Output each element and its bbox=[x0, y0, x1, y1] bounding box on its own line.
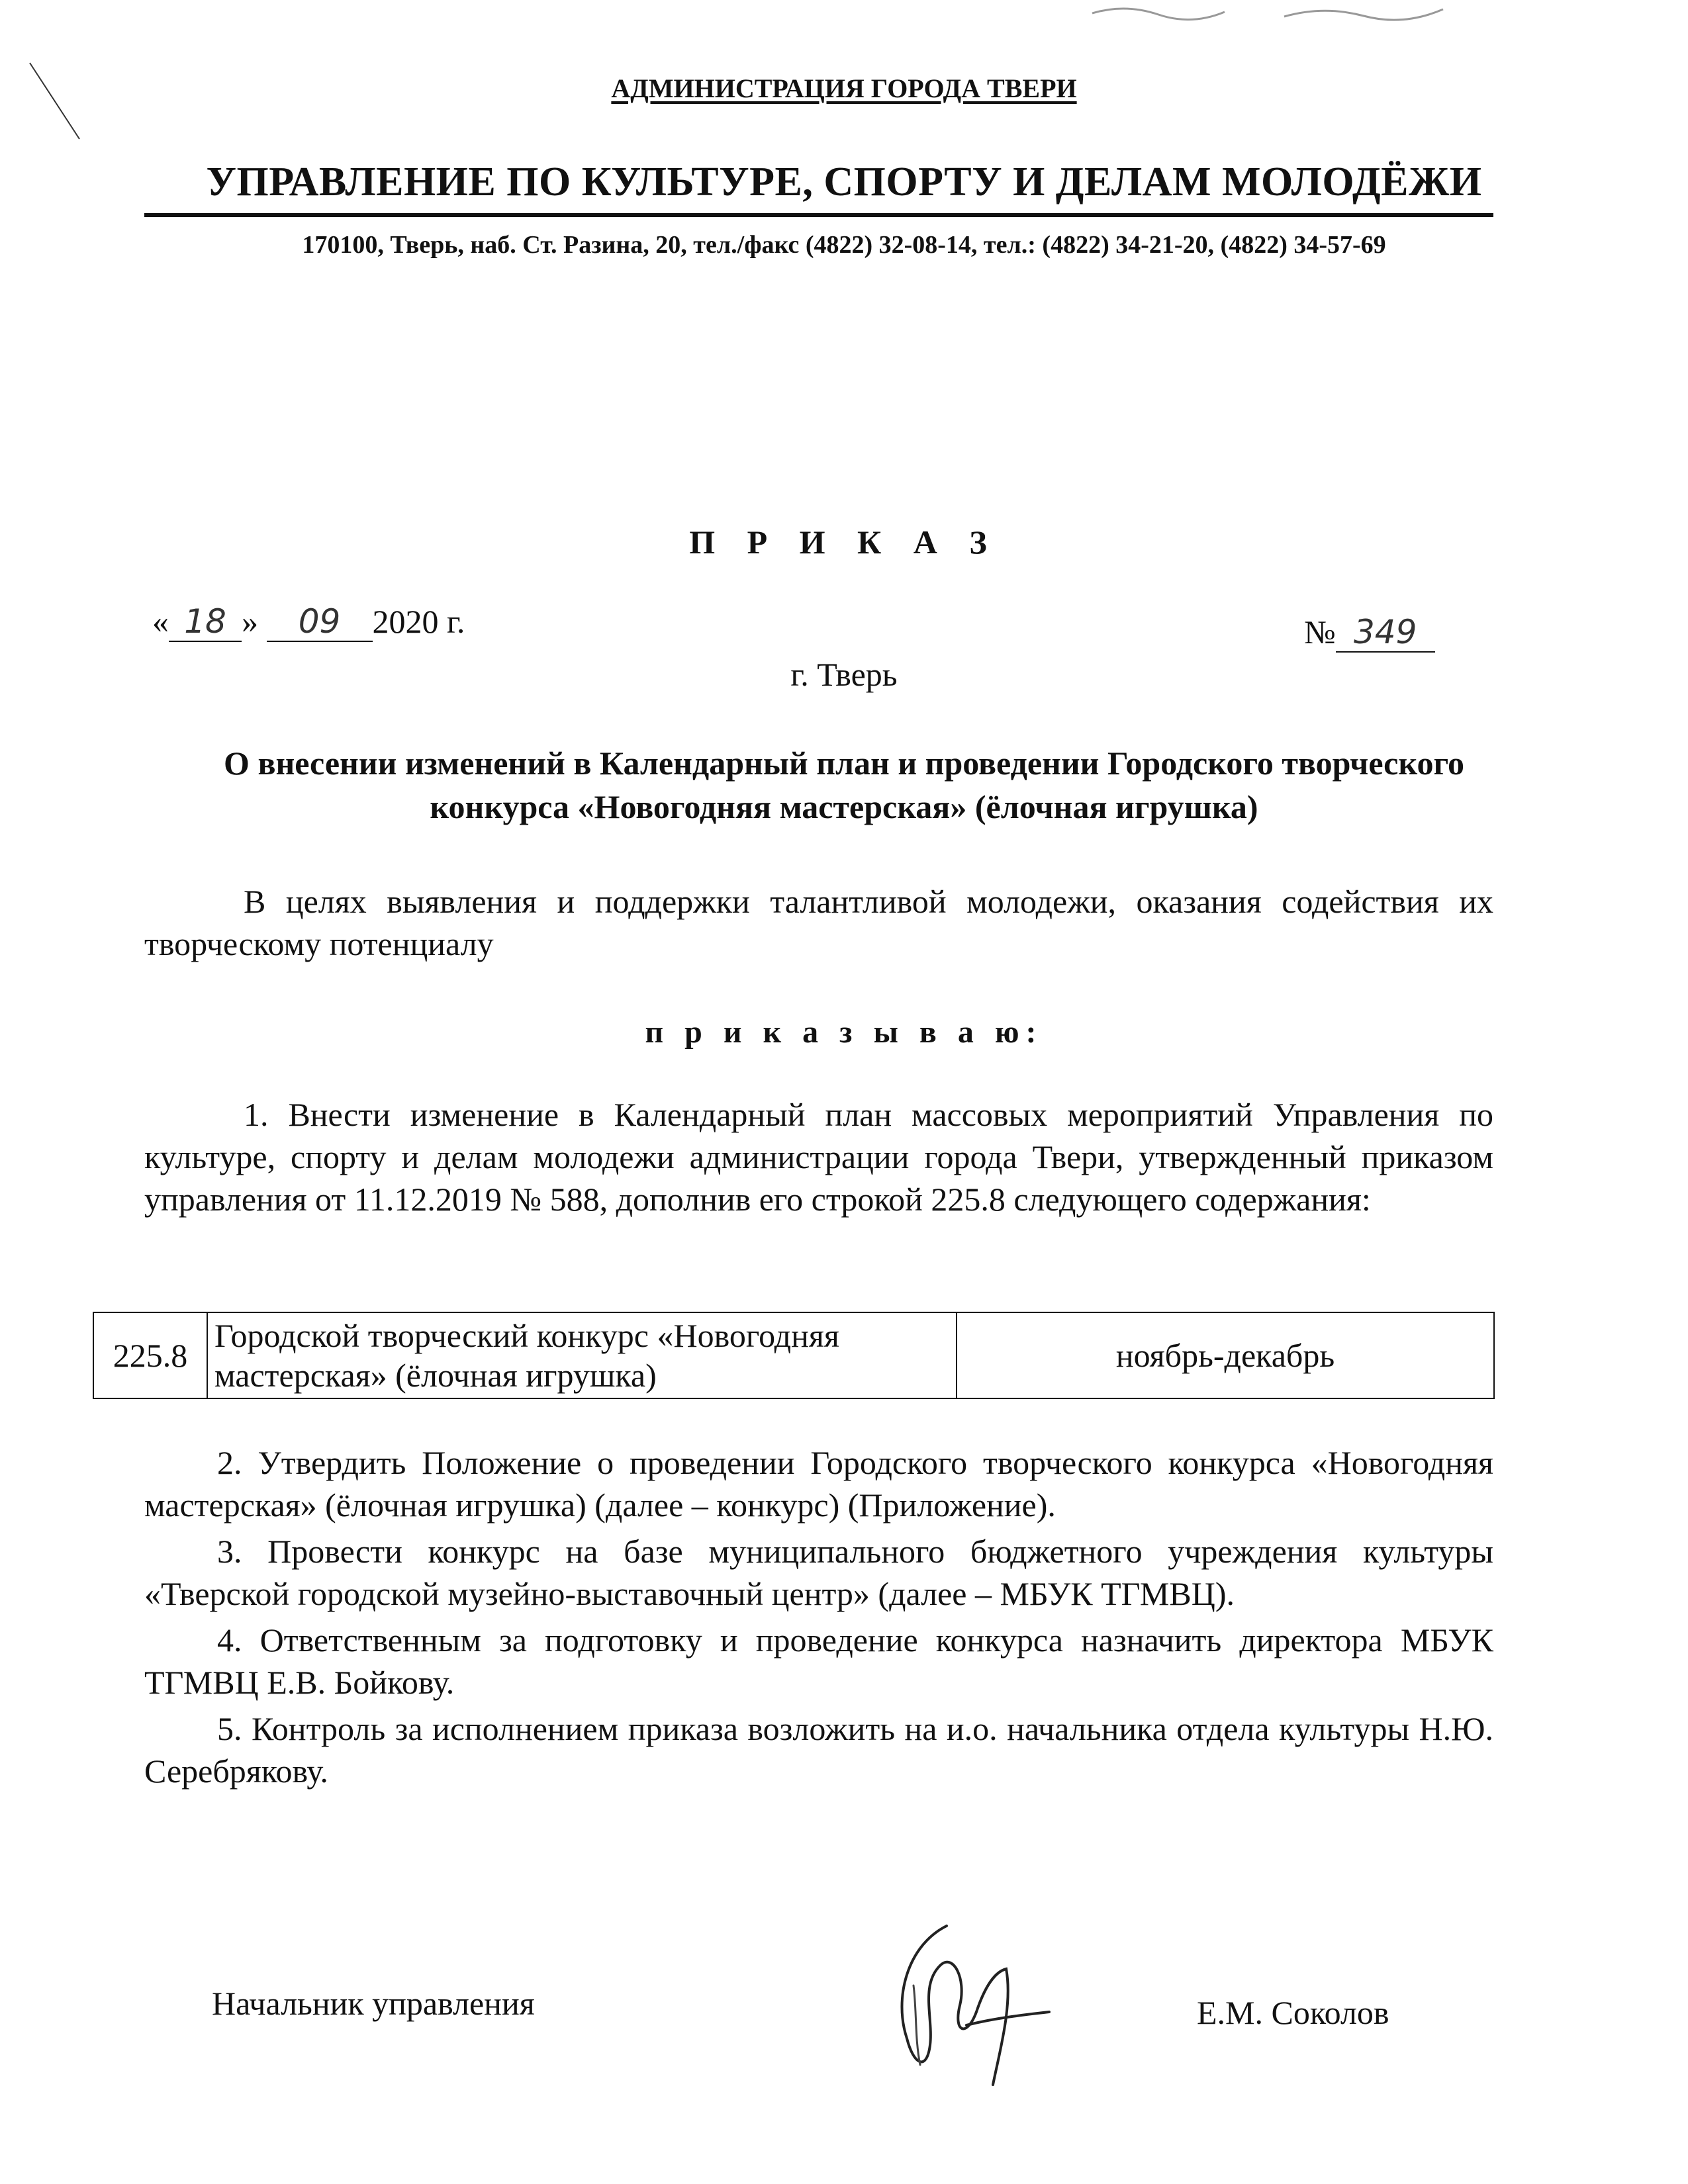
order-title: О внесении изменений в Календарный план и проведении Городского творческого конкурса «Новогодняя мастерская» (ёлочная игрушка) bbox=[224, 745, 1464, 825]
department-name: УПРАВЛЕНИЕ ПО КУЛЬТУРЕ, СПОРТУ И ДЕЛАМ МОЛОДЁЖИ bbox=[206, 159, 1482, 205]
signatory-name: Е.М. Соколов bbox=[1197, 1994, 1389, 2031]
header-divider bbox=[144, 213, 1493, 217]
table-cell-period: ноябрь-декабрь bbox=[957, 1312, 1494, 1398]
table-cell-event: Городской творческий конкурс «Новогодняя мастерская» (ёлочная игрушка) bbox=[207, 1312, 957, 1398]
date-close-quote: » bbox=[242, 603, 258, 640]
date-year: 2020 г. bbox=[372, 603, 465, 640]
date-open-quote: « bbox=[152, 603, 169, 640]
order-date bbox=[152, 602, 465, 642]
administration-name: АДМИНИСТРАЦИЯ ГОРОДА ТВЕРИ bbox=[611, 73, 1077, 103]
plan-table bbox=[93, 1312, 1495, 1399]
number-prefix: № bbox=[1304, 614, 1336, 651]
table-cell-number: 225.8 bbox=[93, 1312, 207, 1398]
item-3: 3. Провести конкурс на базе муниципального бюджетного учреждения культуры «Тверской городской музейно-выставочный центр» (далее – МБУК ТГМВЦ). bbox=[144, 1533, 1493, 1612]
item-4: 4. Ответственным за подготовку и проведение конкурса назначить директора МБУК ТГМВЦ Е.В. Бойкову. bbox=[144, 1621, 1493, 1701]
handwritten-signature bbox=[867, 1906, 1059, 2098]
order-word: п р и к а з ы в а ю: bbox=[645, 1015, 1043, 1050]
table-row bbox=[93, 1312, 1494, 1398]
item-1: 1. Внести изменение в Календарный план массовых мероприятий Управления по культуре, спорту и делам молодежи администрации города Твери, утвержденный приказом управления от 11.12.2019 № 588, дополнив его строкой 225.8 следующего содержания: bbox=[144, 1096, 1493, 1218]
order-city: г. Тверь bbox=[790, 656, 898, 693]
document-type: П Р И К А З bbox=[689, 523, 999, 561]
department-address: 170100, Тверь, наб. Ст. Разина, 20, тел./факс (4822) 32-08-14, тел.: (4822) 34-21-20, (4822) 34-57-69 bbox=[302, 231, 1386, 259]
scan-artifact-top bbox=[1086, 0, 1456, 26]
item-5: 5. Контроль за исполнением приказа возложить на и.о. начальника отдела культуры Н.Ю. Серебрякову. bbox=[144, 1710, 1493, 1790]
date-month: 09 bbox=[267, 602, 373, 642]
number-value: 349 bbox=[1336, 613, 1435, 653]
intro-paragraph: В целях выявления и поддержки талантливой молодежи, оказания содействия их творческому потенциалу bbox=[144, 883, 1493, 962]
date-day: 18 bbox=[169, 602, 242, 642]
item-2: 2. Утвердить Положение о проведении Городского творческого конкурса «Новогодняя мастерская» (ёлочная игрушка) (далее – конкурс) (Приложение). bbox=[144, 1444, 1493, 1524]
order-number bbox=[1304, 613, 1435, 653]
signatory-position: Начальник управления bbox=[212, 1985, 535, 2022]
order-items bbox=[144, 1441, 1493, 1796]
